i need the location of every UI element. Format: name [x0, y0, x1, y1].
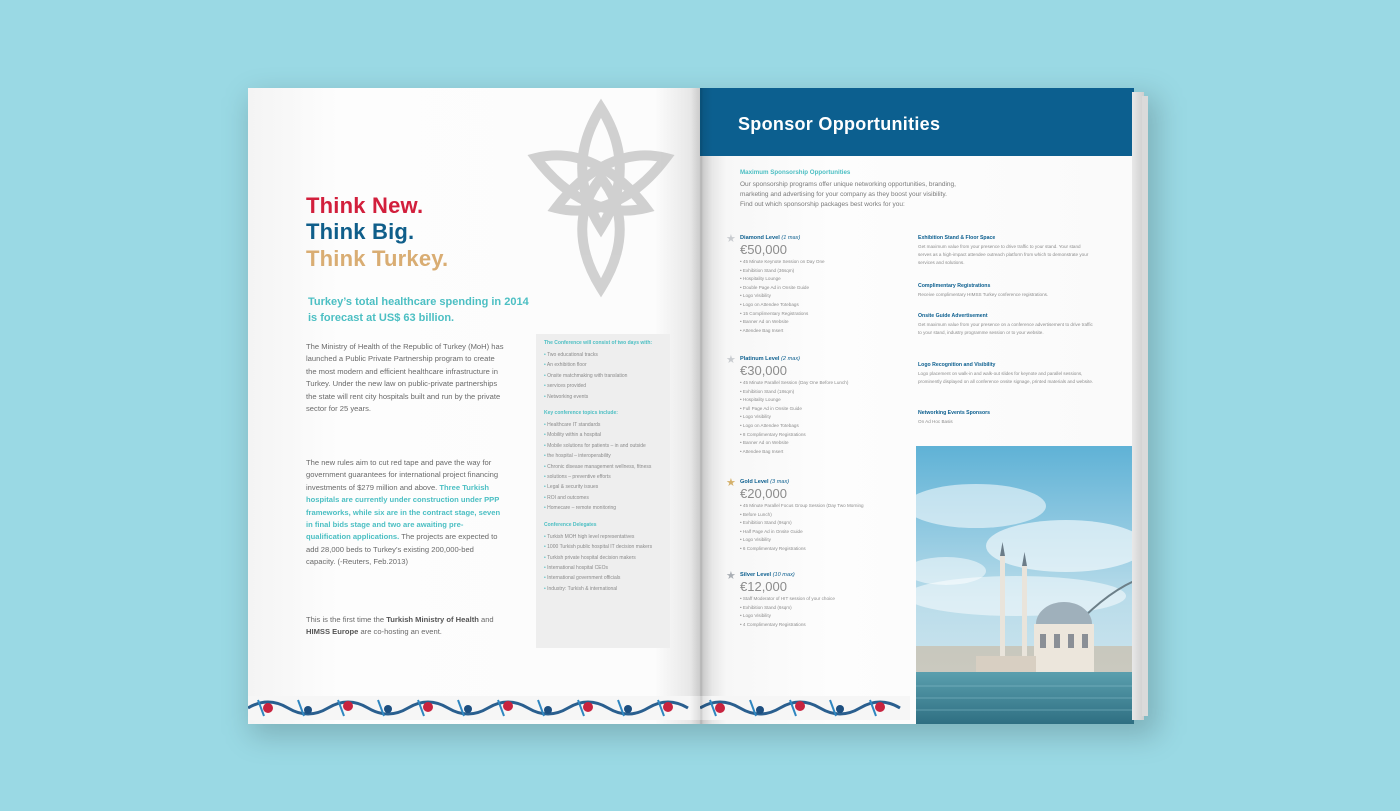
list-item: • Logo Visibility	[740, 413, 910, 422]
ornamental-star-motif	[516, 88, 686, 298]
level-limit: (10 max)	[772, 572, 795, 578]
level-price: €50,000	[740, 242, 787, 257]
star-icon: ★	[726, 477, 736, 489]
list-item: • Hospitality Lounge	[740, 396, 910, 405]
option-exhibition-stand: Exhibition Stand & Floor Space Get maximum value from your presence to drive traffic to your stand. Your stand serves as a high-impact attendee outreach platform from which to demonstrate your services and solutions.	[918, 235, 1089, 266]
level-limit: (2 max)	[781, 356, 801, 362]
list-item: • 6 Complimentary Registrations	[740, 545, 910, 554]
conference-info-box	[536, 334, 670, 648]
list-item: • Staff Moderator of HIT session of your choice	[740, 595, 910, 604]
list-item: • 8 Complimentary Registrations	[740, 431, 910, 440]
list-item: • Exhibition Stand (18sqm)	[740, 388, 910, 397]
list-item: • Exhibition Stand (36sqm)	[740, 267, 910, 276]
list-item: • Logo Visibility	[740, 536, 910, 545]
list-item: • Logo on Attendee Totebags	[740, 422, 910, 431]
list-item: • Logo Visibility	[740, 292, 910, 301]
book-spine-shadow	[690, 88, 712, 724]
intro-text: Our sponsorship programs offer unique networking opportunities, branding, marketing and advertising for your company as they boost your visibility. Find out which sponsorship packages best works for you:	[740, 181, 956, 208]
list-item: • ROI and outcomes	[544, 493, 662, 503]
floral-footer-border	[248, 696, 700, 720]
list-item: • Attendee Bag Insert	[740, 448, 910, 457]
sidebox-list	[544, 420, 662, 514]
list-item: • 45 Minute Parallel Session (Day One Before Lunch)	[740, 379, 910, 388]
list-item: • 4 Complimentary Registrations	[740, 621, 910, 630]
list-item: • Exhibition Stand (6sqm)	[740, 604, 910, 613]
list-item: • An exhibition floor	[544, 360, 662, 370]
list-item: • Networking events	[544, 392, 662, 402]
list-item: • Attendee Bag Insert	[740, 327, 910, 336]
lead-statement: Turkey’s total healthcare spending in 2014 is forecast at US$ 63 billion.	[308, 296, 529, 324]
list-item: • Homecare – remote monitoring	[544, 503, 662, 513]
list-item: • International hospital CEOs	[544, 563, 662, 573]
star-icon: ★	[726, 354, 736, 366]
list-item: • Logo on Attendee Totebags	[740, 301, 910, 310]
istanbul-mosque-photo	[916, 446, 1134, 724]
level-name: Diamond Level	[740, 235, 780, 241]
page-title: Sponsor Opportunities	[738, 114, 941, 134]
list-item: • Before Lunch)	[740, 511, 910, 520]
list-item: • Full Page Ad in Onsite Guide	[740, 405, 910, 414]
list-item: • solutions – preventive efforts	[544, 472, 662, 482]
headline-think-new: Think New.	[306, 193, 424, 218]
list-item: • 15 Complimentary Registrations	[740, 310, 910, 319]
star-icon: ★	[726, 233, 736, 245]
list-item: • Turkish MOH high level representatives	[544, 532, 662, 542]
sidebox-heading: Conference Delegates	[544, 521, 597, 528]
list-item: • Industry: Turkish & international	[544, 584, 662, 594]
list-item: • 45 Minute Keynote Session on Day One	[740, 258, 910, 267]
list-item: • Exhibition Stand (9sqm)	[740, 519, 910, 528]
highlighted-text: Three Turkish hospitals are currently under construction under PPP frameworks, while six are in the contract stage, seven in final bids stage and two are awaiting pre-qualification applications.	[306, 482, 501, 542]
level-name: Platinum Level	[740, 356, 780, 362]
level-price: €12,000	[740, 579, 787, 594]
left-page	[248, 88, 700, 724]
list-item: • Mobile solutions for patients – in and outside	[544, 441, 662, 451]
option-networking-events: Networking Events Sponsors On Ad Hoc Basis	[918, 410, 991, 424]
list-item: • Legal & security issues	[544, 482, 662, 492]
headline-think-turkey: Think Turkey.	[306, 246, 449, 271]
list-item: • Healthcare IT standards	[544, 420, 662, 430]
list-item: • 45 Minute Parallel Focus Group Session (Day Two Morning	[740, 502, 910, 511]
body-paragraph-1: The Ministry of Health of the Republic of Turkey (MoH) has launched a Public Private Partnership program to create the most modern and efficient healthcare infrastructure in Turkey. Under the new law on public-private partnerships the state will rent city hospitals built and run by the private sector for 25 years.	[306, 342, 504, 414]
option-onsite-guide: Onsite Guide Advertisement Get maximum value from your presence on a conference advertisement to drive traffic to your stand, industry programme session or to your website.	[918, 313, 1093, 336]
list-item: • Double Page Ad in Onsite Guide	[740, 284, 910, 293]
list-item: • Chronic disease management wellness, fitness	[544, 462, 662, 472]
list-item: • 1000 Turkish public hospital IT decision makers	[544, 542, 662, 552]
list-item: • Banner Ad on Website	[740, 318, 910, 327]
sidebox-list	[544, 350, 662, 402]
list-item: • Onsite matchmaking with translation	[544, 371, 662, 381]
page-edge-back	[1142, 96, 1148, 716]
option-logo-recognition: Logo Recognition and Visibility Logo placement on walk-in and walk-out slides for keynote and parallel sessions, prominently displayed on all conference onsite signage, printed materials and website.	[918, 362, 1094, 385]
level-limit: (1 max)	[781, 235, 801, 241]
list-item: • Mobility within a hospital	[544, 430, 662, 440]
level-limit: (3 max)	[770, 479, 790, 485]
right-page	[700, 88, 1134, 724]
floral-footer-border-right	[700, 696, 910, 720]
level-price: €20,000	[740, 486, 787, 501]
level-name: Gold Level	[740, 479, 769, 485]
list-item: • Logo Visibility	[740, 612, 910, 621]
body-paragraph-3: This is the first time the Turkish Ministry of Health and HIMSS Europe are co-hosting an event.	[306, 615, 494, 637]
level-price: €30,000	[740, 363, 787, 378]
list-item: • services provided	[544, 381, 662, 391]
list-item: • Hospitality Lounge	[740, 275, 910, 284]
star-icon: ★	[726, 570, 736, 582]
list-item: • Turkish private hospital decision makers	[544, 553, 662, 563]
option-complimentary-registrations: Complimentary Registrations Receive complimentary HIMSS Turkey conference registrations.	[918, 283, 1049, 297]
sidebox-heading: Key conference topics include:	[544, 410, 618, 417]
sidebox-heading: The Conference will consist of two days with:	[544, 340, 653, 346]
list-item: • Two educational tracks	[544, 350, 662, 360]
intro-heading: Maximum Sponsorship Opportunities	[740, 169, 851, 176]
list-item: • International government officials	[544, 573, 662, 583]
list-item: • Banner Ad on Website	[740, 439, 910, 448]
level-name: Silver Level	[740, 572, 772, 578]
list-item: • the hospital – interoperability	[544, 451, 662, 461]
sidebox-list	[544, 532, 662, 594]
list-item: • Half Page Ad in Onsite Guide	[740, 528, 910, 537]
headline-think-big: Think Big.	[306, 219, 415, 244]
body-paragraph-2: The new rules aim to cut red tape and pave the way for government guarantees for international project financing investments of $279 million and above. Three Turkish hospitals are currently under construction under PPP frameworks, while six are in the contract stage, seven in final bids stage and two are awaiting pre-qualification applications. The projects are expected to add 28,000 beds to Turkey’s existing 200,000-bed capacity. (-Reuters, Feb.2013)	[306, 458, 501, 567]
